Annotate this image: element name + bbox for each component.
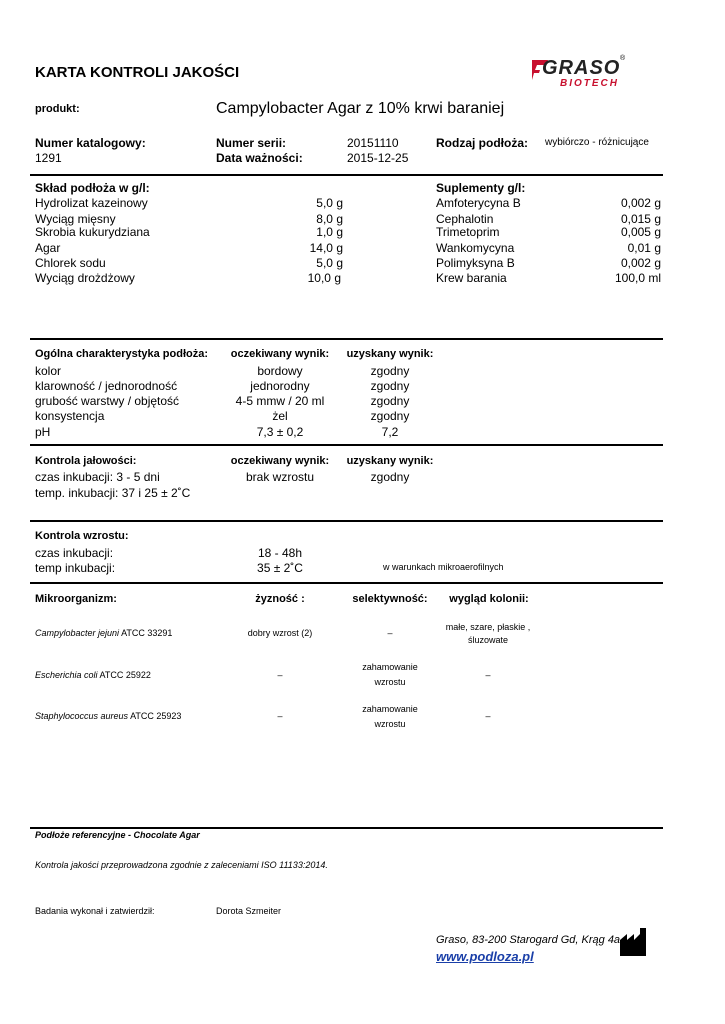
supplement-item-value: 0,015 g (620, 212, 661, 226)
composition-item-value: 8,0 g (316, 212, 343, 226)
micro-growth-header: żyzność : (255, 593, 305, 605)
divider (30, 520, 663, 522)
composition-header: Skład podłoża w g/l: (35, 181, 150, 195)
micro-growth-value: – (277, 670, 283, 680)
species-name: Campylobacter jejuni (35, 628, 120, 638)
reference-medium: Podłoże referencyjne - Chocolate Agar (35, 830, 200, 840)
general-row-obtained: zgodny (370, 379, 410, 393)
signed-label: Badania wykonał i zatwierdził: (35, 906, 155, 916)
supplement-item-value: 0,005 g (620, 225, 661, 239)
general-row-name: pH (35, 425, 51, 439)
general-row-name: kolor (35, 364, 62, 378)
micro-colonies-value: śluzowate (467, 635, 509, 645)
species-name: Staphylococcus aureus (35, 711, 129, 721)
strain-code: ATCC 25923 (130, 711, 182, 721)
general-row-expected: bordowy (257, 364, 303, 378)
supplement-item-value: 0,01 g (627, 241, 661, 255)
supplement-item-value: 0,002 g (620, 256, 661, 270)
general-row-name: konsystencja (35, 409, 105, 423)
iso-note: Kontrola jakości przeprowadzona zgodnie z zaleceniami ISO 11133:2014. (35, 860, 328, 870)
supplement-item-name: Amfoterycyna B (436, 196, 521, 210)
composition-item-name: Hydrolizat kazeinowy (35, 196, 148, 210)
general-row-name: klarowność / jednorodność (35, 379, 178, 393)
divider (30, 444, 663, 446)
composition-item-value: 5,0 g (316, 196, 343, 210)
general-header: Ogólna charakterystyka podłoża: (35, 348, 208, 360)
composition-item-value: 5,0 g (316, 256, 343, 270)
catalog-label: Numer katalogowy: (35, 136, 146, 150)
product-label: produkt: (35, 103, 80, 115)
micro-colonies-header: wygląd kolonii: (449, 593, 529, 605)
divider (30, 827, 663, 829)
supplement-item-name: Trimetoprim (436, 225, 500, 239)
composition-item-name: Wyciąg mięsny (35, 212, 116, 226)
page-title: KARTA KONTROLI JAKOŚCI (35, 64, 240, 81)
micro-selectivity-header: selektywność: (352, 593, 428, 605)
sterility-expected-value: brak wzrostu (245, 470, 315, 484)
medium-type-value: wybiórczo - różnicujące (545, 137, 649, 148)
medium-type-label: Rodzaj podłoża: (436, 136, 528, 150)
micro-selectivity-value: wzrostu (374, 677, 406, 687)
composition-item-name: Wyciąg drożdżowy (35, 271, 135, 285)
signed-name: Dorota Szmeiter (216, 906, 282, 916)
expiry-value: 2015-12-25 (347, 151, 409, 165)
growth-temp-label: temp inkubacji: (35, 561, 116, 575)
micro-organism-name (35, 628, 172, 638)
growth-time-value: 18 - 48h (257, 546, 303, 560)
micro-organism-name (35, 711, 181, 721)
supplement-item-name: Wankomycyna (436, 241, 515, 255)
strain-code: ATCC 25922 (99, 670, 151, 680)
general-row-expected: jednorodny (250, 379, 310, 393)
general-expected-header: oczekiwany wynik: (230, 348, 330, 360)
micro-growth-value: – (277, 711, 283, 721)
composition-item-value: 1,0 g (316, 225, 343, 239)
series-value: 20151110 (347, 136, 399, 150)
strain-code: ATCC 33291 (121, 628, 173, 638)
species-name: Escherichia coli (35, 670, 98, 680)
sterility-obtained-header: uzyskany wynik: (346, 455, 434, 467)
supplements-header: Suplementy g/l: (436, 181, 526, 195)
supplement-item-name: Polimyksyna B (436, 256, 515, 270)
growth-conditions: w warunkach mikroaerofilnych (383, 562, 504, 572)
manufacturer-icon (620, 928, 648, 956)
general-row-obtained: zgodny (370, 364, 410, 378)
sterility-header: Kontrola jałowości: (35, 455, 137, 467)
general-row-obtained: zgodny (370, 409, 410, 423)
company-address: Graso, 83-200 Starogard Gd, Krąg 4a (436, 934, 621, 946)
logo-registered-mark: ® (620, 55, 626, 62)
composition-item-name: Agar (35, 241, 61, 255)
supplement-item-value: 100,0 ml (614, 271, 661, 285)
micro-organism-name (35, 670, 151, 680)
micro-selectivity-value: zahamowanie (362, 662, 418, 672)
supplement-item-value: 0,002 g (620, 196, 661, 210)
catalog-value: 1291 (35, 151, 62, 165)
graso-logo (530, 55, 630, 95)
product-name: Campylobacter Agar z 10% krwi baraniej (216, 100, 505, 117)
general-row-expected: 4-5 mmw / 20 ml (235, 394, 325, 408)
sterility-obtained-value: zgodny (370, 470, 410, 484)
sterility-expected-header: oczekiwany wynik: (230, 455, 330, 467)
general-obtained-header: uzyskany wynik: (346, 348, 434, 360)
general-row-obtained: zgodny (370, 394, 410, 408)
sterility-incubation-time: czas inkubacji: 3 - 5 dni (35, 470, 160, 484)
supplement-item-name: Krew barania (436, 271, 507, 285)
general-row-expected: 7,3 ± 0,2 (256, 425, 304, 439)
micro-colonies-value: – (485, 711, 491, 721)
website-link[interactable]: www.podloza.pl (436, 949, 534, 964)
composition-item-value: 10,0 g (307, 271, 341, 285)
general-row-obtained: 7,2 (381, 425, 399, 439)
divider (30, 174, 663, 176)
supplement-item-name: Cephalotin (436, 212, 494, 226)
divider (30, 338, 663, 340)
composition-item-name: Skrobia kukurydziana (35, 225, 150, 239)
micro-selectivity-value: wzrostu (374, 719, 406, 729)
growth-header: Kontrola wzrostu: (35, 530, 129, 542)
growth-time-label: czas inkubacji: (35, 546, 114, 560)
logo-subtitle: BIOTECH (560, 78, 619, 89)
composition-item-name: Chlorek sodu (35, 256, 106, 270)
general-row-name: grubość warstwy / objętość (35, 394, 180, 408)
micro-selectivity-value: zahamowanie (362, 704, 418, 714)
micro-organism-header: Mikroorganizm: (35, 593, 117, 605)
series-label: Numer serii: (216, 136, 287, 150)
sterility-incubation-temp: temp. inkubacji: 37 i 25 ± 2˚C (35, 486, 191, 500)
logo-text: GRASO (542, 57, 621, 79)
growth-temp-value: 35 ± 2˚C (257, 561, 303, 575)
micro-colonies-value: – (485, 670, 491, 680)
expiry-label: Data ważności: (216, 151, 303, 165)
general-row-expected: żel (272, 409, 288, 423)
micro-colonies-value: małe, szare, płaskie , (445, 622, 531, 632)
composition-item-value: 14,0 g (309, 241, 343, 255)
micro-growth-value: dobry wzrost (2) (247, 628, 313, 638)
divider (30, 582, 663, 584)
micro-selectivity-value: – (387, 628, 393, 638)
